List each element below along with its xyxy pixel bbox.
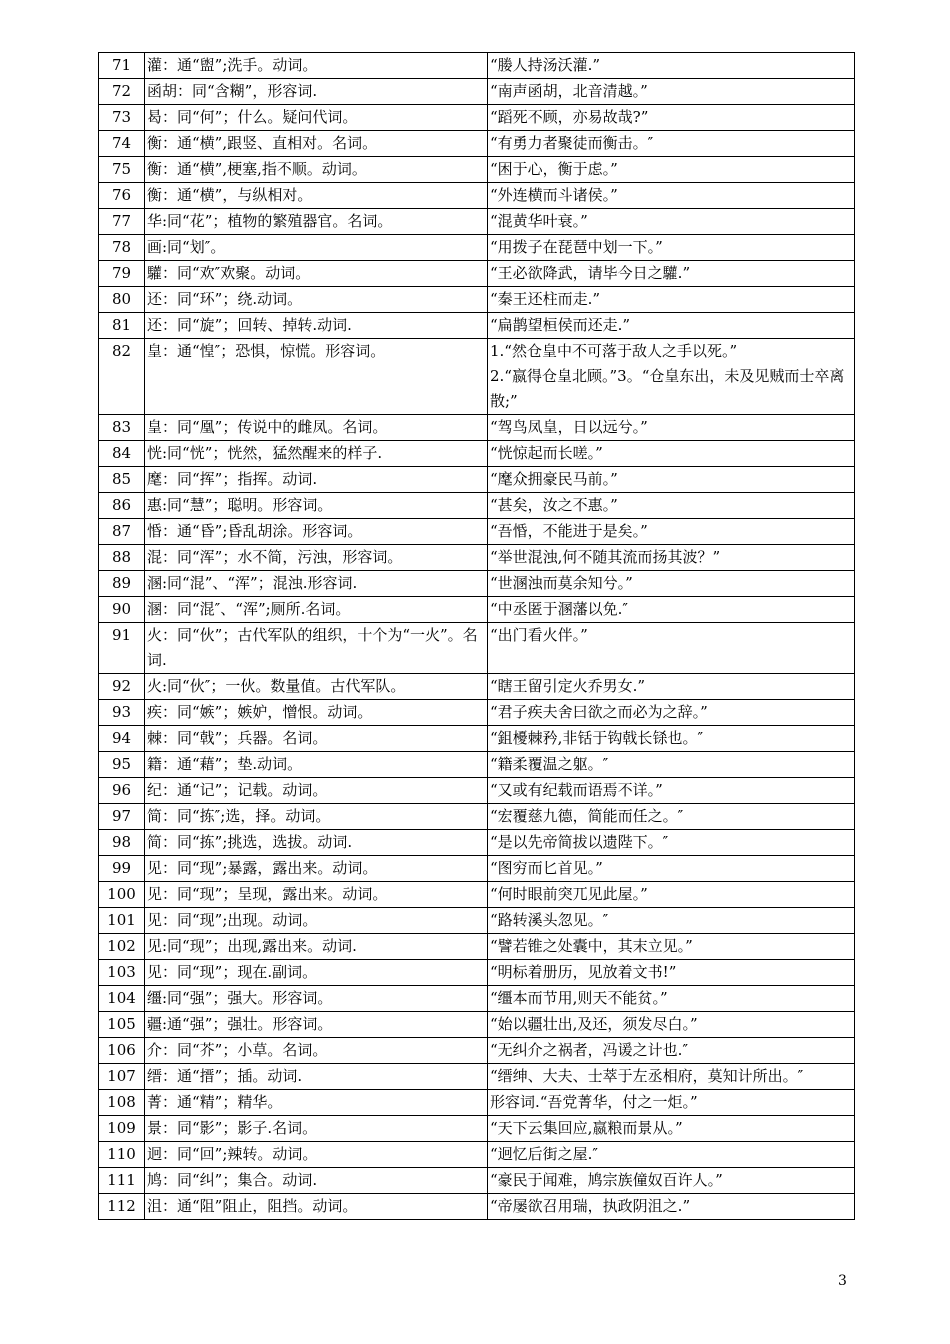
table-row	[99, 934, 855, 960]
definition-cell: 火：同“伙”；古代军队的组织，十个为“一火”。名词.	[145, 623, 488, 674]
example-line: “甚矣，汝之不惠。”	[490, 496, 618, 514]
example-cell	[488, 960, 855, 986]
example-cell	[488, 131, 855, 157]
row-number: 100	[99, 882, 145, 908]
row-number: 79	[99, 261, 145, 287]
table-row	[99, 804, 855, 830]
example-cell	[488, 53, 855, 79]
row-number: 97	[99, 804, 145, 830]
row-number: 80	[99, 287, 145, 313]
definition-cell: 景：同“影”；影子.名词。	[145, 1116, 488, 1142]
example-line: “路转溪头忽见。″	[490, 911, 609, 929]
table-row	[99, 157, 855, 183]
example-cell	[488, 674, 855, 700]
example-line: “迥忆后街之屋.″	[490, 1145, 599, 1163]
example-line: “中丞匿于溷藩以免.″	[490, 600, 629, 618]
definition-cell: 衡：通“横”,跟竖、直相对。名词。	[145, 131, 488, 157]
example-line: “明标着册历，见放着文书!”	[490, 963, 677, 981]
example-cell	[488, 313, 855, 339]
table-row	[99, 209, 855, 235]
example-cell	[488, 882, 855, 908]
row-number: 107	[99, 1064, 145, 1090]
example-cell	[488, 597, 855, 623]
row-number: 73	[99, 105, 145, 131]
example-cell	[488, 209, 855, 235]
row-number: 93	[99, 700, 145, 726]
definition-cell: 缙：通“搢”；插。动词.	[145, 1064, 488, 1090]
example-line: “譬若锥之处囊中，其末立见。”	[490, 937, 693, 955]
definition-cell: 驩：同“欢″欢聚。动词。	[145, 261, 488, 287]
definition-cell: 见：同“现”;出现。动词。	[145, 908, 488, 934]
example-cell	[488, 934, 855, 960]
table-row	[99, 1090, 855, 1116]
example-cell	[488, 1142, 855, 1168]
definition-cell: 衡：通“横”,梗塞,指不顺。动词。	[145, 157, 488, 183]
example-line: “帝屡欲召用瑞，执政阴沮之.”	[490, 1197, 691, 1215]
table-row	[99, 700, 855, 726]
definition-cell: 溷:同“混”、“浑”；混浊.形容词.	[145, 571, 488, 597]
example-cell	[488, 856, 855, 882]
table-row	[99, 726, 855, 752]
definition-cell: 迥：同“回”;辣转。动词。	[145, 1142, 488, 1168]
row-number: 101	[99, 908, 145, 934]
table-row	[99, 571, 855, 597]
row-number: 102	[99, 934, 145, 960]
table-row	[99, 261, 855, 287]
example-line: “缰本而节用,则天不能贫。”	[490, 989, 668, 1007]
example-cell	[488, 1194, 855, 1220]
table-row	[99, 623, 855, 674]
example-line: “始以疆壮出,及还，须发尽白。”	[490, 1015, 698, 1033]
example-line: “鉏櫌棘矜,非铦于钩戟长铩也。″	[490, 729, 704, 747]
example-cell	[488, 545, 855, 571]
definition-cell: 溷：同“混″、“浑”;厕所.名词。	[145, 597, 488, 623]
row-number: 111	[99, 1168, 145, 1194]
definition-cell: 疾：同“嫉”；嫉妒，憎恨。动词。	[145, 700, 488, 726]
example-line: “又或有纪载而语焉不详。”	[490, 781, 663, 799]
table-row	[99, 441, 855, 467]
row-number: 86	[99, 493, 145, 519]
example-line: “无纠介之祸者，冯谖之计也.″	[490, 1041, 689, 1059]
definition-cell: 画:同“划″。	[145, 235, 488, 261]
example-line: “是以先帝简拔以遗陛下。″	[490, 833, 669, 851]
row-number: 98	[99, 830, 145, 856]
example-cell	[488, 700, 855, 726]
example-cell	[488, 183, 855, 209]
definition-cell: 火:同“伙″；一伙。数量值。古代军队。	[145, 674, 488, 700]
definition-cell: 纪：通“记”；记载。动词。	[145, 778, 488, 804]
row-number: 84	[99, 441, 145, 467]
definition-cell: 惠:同“慧”；聪明。形容词。	[145, 493, 488, 519]
example-cell	[488, 1168, 855, 1194]
example-cell	[488, 804, 855, 830]
example-line: “麾众拥豪民马前。”	[490, 470, 618, 488]
definition-cell: 麾：同“挥”；指挥。动词.	[145, 467, 488, 493]
example-line: “有勇力者聚徒而衡击。″	[490, 134, 654, 152]
example-line: “驾鸟凤皇，日以远兮。”	[490, 418, 648, 436]
example-cell	[488, 623, 855, 674]
example-line: “瞎王留引定火乔男女.”	[490, 677, 646, 695]
example-cell	[488, 441, 855, 467]
table-row	[99, 830, 855, 856]
example-line: “出门看火伴。”	[490, 626, 588, 644]
example-cell	[488, 1090, 855, 1116]
definition-cell: 缰:同“强”；强大。形容词。	[145, 986, 488, 1012]
example-line: “缙绅、大夫、士萃于左丞相府，莫知计所出。″	[490, 1067, 804, 1085]
example-line: 2.“嬴得仓皇北顾。”3。“仓皇东出，未及见贼而士卒离散;”	[490, 367, 845, 410]
example-line: “举世混浊,何不随其流而扬其波？”	[490, 548, 721, 566]
page-number: 3	[838, 1273, 847, 1289]
row-number: 104	[99, 986, 145, 1012]
table-row	[99, 1194, 855, 1220]
example-line: “豪民于闻难，鸠宗族僮奴百许人。”	[490, 1171, 723, 1189]
definition-cell: 沮：通“阻”阻止，阻挡。动词。	[145, 1194, 488, 1220]
row-number: 92	[99, 674, 145, 700]
example-cell	[488, 235, 855, 261]
row-number: 71	[99, 53, 145, 79]
table-row	[99, 778, 855, 804]
example-cell	[488, 157, 855, 183]
example-cell	[488, 493, 855, 519]
example-line: “蹈死不顾，亦易故哉?”	[490, 108, 649, 126]
definition-cell: 见：同“现”；现在.副词。	[145, 960, 488, 986]
row-number: 74	[99, 131, 145, 157]
definition-cell: 恍:同“恍”；恍然，猛然醒来的样子.	[145, 441, 488, 467]
table-row	[99, 105, 855, 131]
example-line: “扁鹊望桓侯而还走.”	[490, 316, 631, 334]
example-cell	[488, 752, 855, 778]
row-number: 83	[99, 415, 145, 441]
definition-cell: 菁：通“精”；精华。	[145, 1090, 488, 1116]
example-line: “用拨子在琵琶中划一下。”	[490, 238, 663, 256]
row-number: 95	[99, 752, 145, 778]
table-row	[99, 908, 855, 934]
table-row	[99, 1168, 855, 1194]
table-row	[99, 986, 855, 1012]
row-number: 109	[99, 1116, 145, 1142]
example-cell	[488, 79, 855, 105]
table-row	[99, 53, 855, 79]
definition-cell: 疆:通“强”；强壮。形容词。	[145, 1012, 488, 1038]
example-line: “困于心，衡于虑。”	[490, 160, 618, 178]
example-cell	[488, 1038, 855, 1064]
example-line: “宏覆慈九德，简能而任之。″	[490, 807, 684, 825]
table-row	[99, 1116, 855, 1142]
table-row	[99, 313, 855, 339]
example-cell	[488, 908, 855, 934]
row-number: 81	[99, 313, 145, 339]
definition-cell: 籍：通“藉”；垫.动词。	[145, 752, 488, 778]
row-number: 78	[99, 235, 145, 261]
definition-cell: 混：同“浑”；水不简，污浊，形容词。	[145, 545, 488, 571]
table-row	[99, 339, 855, 415]
example-cell	[488, 287, 855, 313]
example-line: “外连横而斗诸侯。”	[490, 186, 618, 204]
example-cell	[488, 1064, 855, 1090]
row-number: 112	[99, 1194, 145, 1220]
table-row	[99, 674, 855, 700]
example-cell	[488, 105, 855, 131]
example-line: “混黄华叶衰。”	[490, 212, 588, 230]
definition-cell: 简：同“拣″;选，择。动词。	[145, 804, 488, 830]
example-line: “世溷浊而莫余知兮。”	[490, 574, 633, 592]
definition-cell: 灌：通“盥”;洗手。动词。	[145, 53, 488, 79]
definition-cell: 棘：同“戟”；兵器。名词。	[145, 726, 488, 752]
definition-cell: 曷：同“何”；什么。疑问代词。	[145, 105, 488, 131]
example-line: “籍柔覆温之躯。″	[490, 755, 609, 773]
row-number: 99	[99, 856, 145, 882]
example-cell	[488, 986, 855, 1012]
example-cell	[488, 467, 855, 493]
table-row	[99, 415, 855, 441]
table-row	[99, 856, 855, 882]
definition-cell: 见:同“现”；出现,露出来。动词.	[145, 934, 488, 960]
table-row	[99, 183, 855, 209]
table-row	[99, 493, 855, 519]
table-row	[99, 960, 855, 986]
table-row	[99, 1012, 855, 1038]
row-number: 103	[99, 960, 145, 986]
row-number: 91	[99, 623, 145, 674]
example-line: “媵人持汤沃灌.”	[490, 56, 601, 74]
example-cell	[488, 261, 855, 287]
table-row	[99, 287, 855, 313]
example-line: 1.“然仓皇中不可落于敌人之手以死。”	[490, 342, 738, 360]
row-number: 105	[99, 1012, 145, 1038]
table-row	[99, 1038, 855, 1064]
definition-cell: 还：同“旋”；回转、掉转.动词.	[145, 313, 488, 339]
example-line: “图穷而匕首见。”	[490, 859, 603, 877]
example-cell	[488, 778, 855, 804]
example-cell	[488, 339, 855, 415]
table-row	[99, 597, 855, 623]
table-row	[99, 752, 855, 778]
row-number: 76	[99, 183, 145, 209]
definition-cell: 介：同“芥”；小草。名词。	[145, 1038, 488, 1064]
vocabulary-table	[98, 52, 855, 1220]
example-line: “天下云集回应,嬴粮而景从。”	[490, 1119, 683, 1137]
example-cell	[488, 726, 855, 752]
definition-cell: 还：同“环”；绕.动词。	[145, 287, 488, 313]
row-number: 75	[99, 157, 145, 183]
definition-cell: 皇：通“惶″；恐惧，惊慌。形容词。	[145, 339, 488, 415]
example-line: “恍惊起而长嗟。”	[490, 444, 603, 462]
table-row	[99, 519, 855, 545]
definition-cell: 衡：通“横”，与纵相对。	[145, 183, 488, 209]
example-line: “秦王还柱而走.”	[490, 290, 601, 308]
example-line: “君子疾夫舍曰欲之而必为之辞。”	[490, 703, 708, 721]
table-row	[99, 1064, 855, 1090]
definition-cell: 惛：通“昏”;昏乱胡涂。形容词。	[145, 519, 488, 545]
row-number: 87	[99, 519, 145, 545]
example-line: “南声函胡，北音清越。”	[490, 82, 648, 100]
definition-cell: 函胡：同“含糊”，形容词.	[145, 79, 488, 105]
example-cell	[488, 415, 855, 441]
table-row	[99, 545, 855, 571]
table-row	[99, 882, 855, 908]
definition-cell: 皇：同“凰”；传说中的雌凤。名词。	[145, 415, 488, 441]
table-row	[99, 79, 855, 105]
example-cell	[488, 1116, 855, 1142]
row-number: 88	[99, 545, 145, 571]
row-number: 110	[99, 1142, 145, 1168]
table-row	[99, 1142, 855, 1168]
example-cell	[488, 571, 855, 597]
row-number: 96	[99, 778, 145, 804]
definition-cell: 简：同“拣”;挑选，选拔。动词.	[145, 830, 488, 856]
row-number: 106	[99, 1038, 145, 1064]
definition-cell: 见：同“现”；呈现，露出来。动词。	[145, 882, 488, 908]
example-cell	[488, 1012, 855, 1038]
row-number: 77	[99, 209, 145, 235]
example-line: “吾惛，不能进于是矣。”	[490, 522, 648, 540]
table-row	[99, 235, 855, 261]
example-line: “何时眼前突兀见此屋。”	[490, 885, 648, 903]
example-line: “王必欲降武，请毕今日之驩.”	[490, 264, 691, 282]
row-number: 89	[99, 571, 145, 597]
row-number: 94	[99, 726, 145, 752]
row-number: 108	[99, 1090, 145, 1116]
definition-cell: 鸠：同“纠”；集合。动词.	[145, 1168, 488, 1194]
table-row	[99, 467, 855, 493]
table-row	[99, 131, 855, 157]
definition-cell: 见：同“现”;暴露，露出来。动词。	[145, 856, 488, 882]
row-number: 90	[99, 597, 145, 623]
row-number: 82	[99, 339, 145, 415]
row-number: 85	[99, 467, 145, 493]
example-cell	[488, 830, 855, 856]
example-line: 形容词.“吾党菁华，付之一炬。”	[490, 1093, 698, 1111]
example-cell	[488, 519, 855, 545]
row-number: 72	[99, 79, 145, 105]
definition-cell: 华:同“花”；植物的繁殖器官。名词。	[145, 209, 488, 235]
